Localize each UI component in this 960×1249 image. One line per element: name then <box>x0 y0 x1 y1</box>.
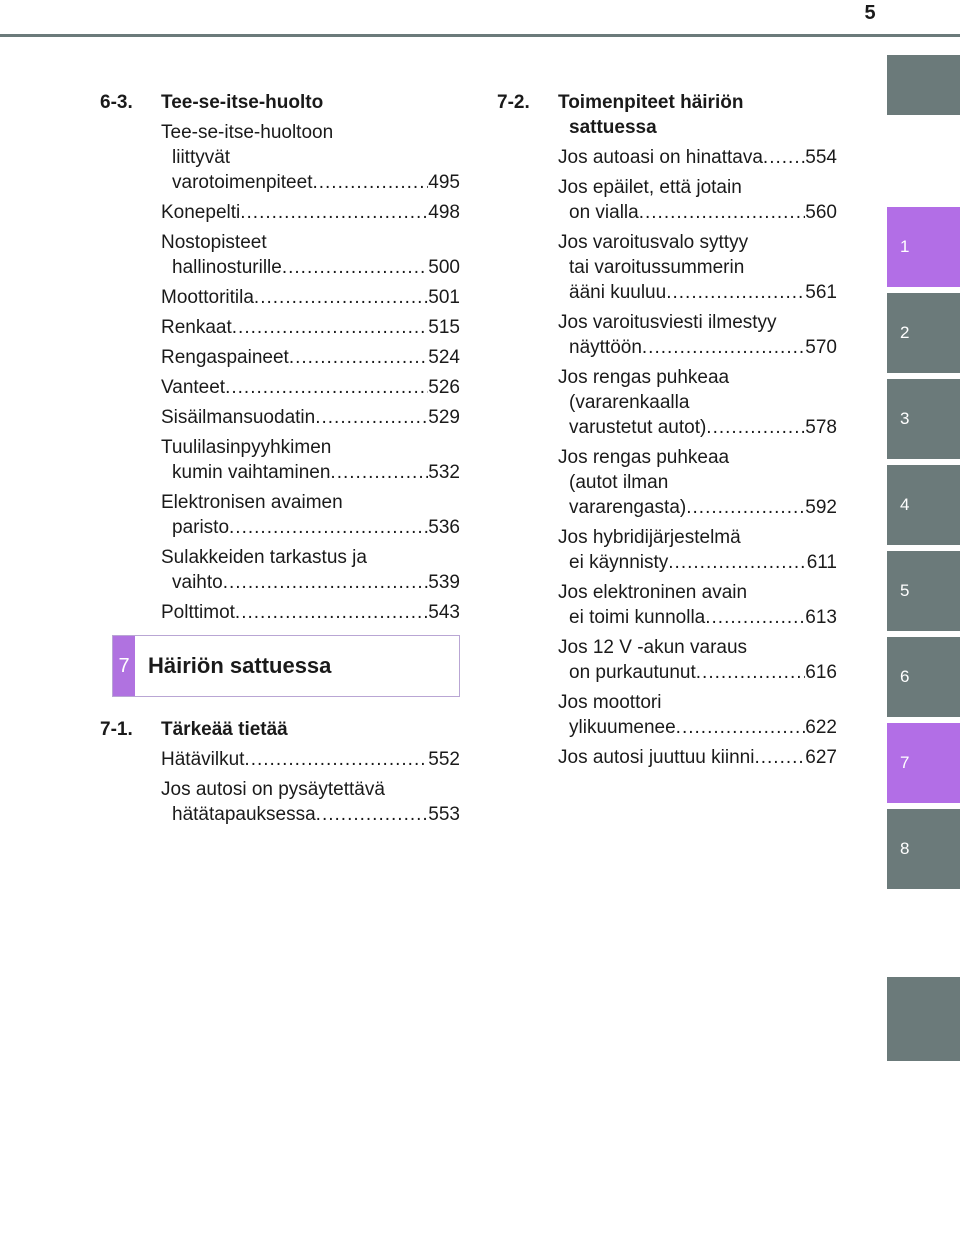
toc-entry-line <box>558 580 837 605</box>
toc-entry[interactable] <box>161 285 460 310</box>
dot-leader <box>254 285 428 310</box>
toc-entry-text: Tee-se-itse-huoltoon <box>161 122 334 143</box>
toc-entry[interactable] <box>161 545 460 595</box>
toc-entry-text: Jos hybridijärjestelmä <box>558 527 741 548</box>
toc-entry-text: ei toimi kunnolla <box>569 607 706 628</box>
toc-page-number: 560 <box>805 202 837 223</box>
toc-entry-line <box>161 747 460 772</box>
chapter-tab-4[interactable] <box>887 465 960 545</box>
dot-leader <box>232 315 429 340</box>
page-number: 5 <box>864 2 876 24</box>
toc-page-number: 554 <box>805 147 837 168</box>
chapter-tab-label: 3 <box>900 409 910 428</box>
chapter-banner-title: Häiriön sattuessa <box>148 653 332 678</box>
toc-entry[interactable] <box>161 600 460 625</box>
toc-entry-text: varustetut autot) <box>569 417 707 438</box>
toc-page-number: 524 <box>428 347 460 368</box>
toc-entry-line <box>558 335 837 360</box>
toc-entry-text: Polttimot <box>161 602 235 623</box>
toc-page-number: 532 <box>428 462 460 483</box>
toc-entry[interactable] <box>558 635 837 685</box>
top-rule <box>0 34 960 37</box>
toc-entry-line <box>558 200 837 225</box>
toc-page-number: 526 <box>428 377 460 398</box>
toc-entry-text: hätätapauksessa <box>172 804 316 825</box>
toc-entry-line <box>161 600 460 625</box>
toc-entry-line <box>558 415 837 440</box>
dot-leader <box>282 255 428 280</box>
toc-entry-text: Sulakkeiden tarkastus ja <box>161 547 367 568</box>
toc-entry-text: ylikuumenee <box>569 717 676 738</box>
toc-entry-line <box>161 460 460 485</box>
chapter-tab-blank[interactable] <box>887 55 960 115</box>
toc-entry-text: vaihto <box>172 572 223 593</box>
toc-entry-line <box>558 525 837 550</box>
toc-entry-line <box>161 315 460 340</box>
dot-leader <box>706 415 805 440</box>
toc-entry-line <box>558 690 837 715</box>
toc-entry[interactable] <box>558 445 837 520</box>
toc-entry-line <box>161 200 460 225</box>
toc-entry-text: Jos varoitusviesti ilmestyy <box>558 312 777 333</box>
toc-entry-line <box>558 550 837 575</box>
section-title: Tee-se-itse-huolto <box>161 92 324 113</box>
dot-leader <box>763 145 805 170</box>
toc-entry-line <box>558 310 837 335</box>
toc-entry-text: Nostopisteet <box>161 232 267 253</box>
dot-leader <box>312 170 428 195</box>
toc-entry-text: on purkautunut <box>569 662 696 683</box>
toc-entry-text: Jos autosi juuttuu kiinni <box>558 747 755 768</box>
toc-entry-line <box>558 715 837 740</box>
toc-page-number: 501 <box>428 287 460 308</box>
toc-entry-line <box>558 495 837 520</box>
toc-entry-line <box>558 365 837 390</box>
toc-entry[interactable] <box>558 145 837 170</box>
chapter-tab-label: 8 <box>900 839 910 858</box>
toc-entry-line <box>161 405 460 430</box>
toc-page-number: 561 <box>805 282 837 303</box>
toc-entry[interactable] <box>161 315 460 340</box>
dot-leader <box>668 550 806 575</box>
chapter-banner-number: 7 <box>113 636 135 696</box>
toc-page-number: 536 <box>428 517 460 538</box>
toc-entry-text: vararengasta) <box>569 497 687 518</box>
toc-entry-text: Jos rengas puhkeaa <box>558 447 730 468</box>
toc-page-number: 495 <box>428 172 460 193</box>
toc-entry[interactable] <box>161 230 460 280</box>
toc-entry-line <box>161 570 460 595</box>
toc-entry-line <box>161 345 460 370</box>
toc-entry-line <box>558 635 837 660</box>
section-title-line-1: Toimenpiteet häiriön <box>558 92 744 113</box>
section-title-line-2: sattuessa <box>569 117 657 138</box>
toc-entry-text: liittyvät <box>172 147 231 168</box>
toc-entry[interactable] <box>558 525 837 575</box>
toc-entry-line <box>558 255 837 280</box>
dot-leader <box>316 802 429 827</box>
toc-list-7-2 <box>497 145 837 770</box>
toc-page-number: 592 <box>805 497 837 518</box>
chapter-tab-label: 4 <box>900 495 910 514</box>
dot-leader <box>686 495 805 520</box>
toc-entry[interactable] <box>558 310 837 360</box>
chapter-tab-label: 2 <box>900 323 910 342</box>
toc-page-number: 552 <box>428 749 460 770</box>
chapter-tab-2[interactable] <box>887 293 960 373</box>
toc-entry-text: Tuulilasinpyyhkimen <box>161 437 332 458</box>
toc-entry-line <box>558 230 837 255</box>
toc-entry-text: Rengaspaineet <box>161 347 289 368</box>
chapter-tab-label: 5 <box>900 581 910 600</box>
toc-entry-text: Jos autosi on pysäytettävä <box>161 779 385 800</box>
dot-leader <box>240 200 428 225</box>
toc-page-number: 543 <box>428 602 460 623</box>
left-column <box>100 90 460 832</box>
toc-entry-line <box>161 145 460 170</box>
chapter-tab-label: 7 <box>900 753 910 772</box>
section-heading-7-2 <box>497 90 837 140</box>
toc-entry[interactable] <box>161 747 460 772</box>
dot-leader <box>235 600 428 625</box>
toc-entry[interactable] <box>161 375 460 400</box>
toc-entry-text: varotoimenpiteet <box>172 172 313 193</box>
right-column <box>497 90 837 775</box>
toc-page-number: 611 <box>806 552 837 573</box>
toc-entry-text: Jos varoitusvalo syttyy <box>558 232 749 253</box>
section-title: Tärkeää tietää <box>161 719 288 740</box>
toc-entry[interactable] <box>558 690 837 740</box>
toc-entry-line <box>558 280 837 305</box>
chapter-tab-8[interactable] <box>887 809 960 889</box>
chapter-banner <box>112 635 460 697</box>
chapter-tab-3[interactable] <box>887 379 960 459</box>
toc-page-number: 498 <box>428 202 460 223</box>
dot-leader <box>289 345 428 370</box>
toc-entry[interactable] <box>161 405 460 430</box>
toc-entry-line <box>558 660 837 685</box>
dot-leader <box>229 515 428 540</box>
toc-entry[interactable] <box>161 435 460 485</box>
dot-leader <box>330 460 428 485</box>
toc-page-number: 627 <box>805 747 837 768</box>
toc-entry-text: hallinosturille <box>172 257 282 278</box>
dot-leader <box>315 405 428 430</box>
chapter-tab-5[interactable] <box>887 551 960 631</box>
dot-leader <box>642 335 805 360</box>
toc-page-number: 616 <box>805 662 837 683</box>
toc-entry[interactable] <box>161 777 460 827</box>
toc-entry[interactable] <box>161 490 460 540</box>
toc-list-6-3 <box>100 120 460 625</box>
toc-entry-text: Jos autoasi on hinattava <box>558 147 763 168</box>
toc-entry-line <box>558 390 837 415</box>
toc-entry-text: ääni kuuluu <box>569 282 667 303</box>
toc-entry-line <box>161 490 460 515</box>
section-number: 7-1. <box>100 719 133 740</box>
toc-page-number: 570 <box>805 337 837 358</box>
toc-entry-text: kumin vaihtaminen <box>172 462 331 483</box>
toc-entry[interactable] <box>558 365 837 440</box>
section-number: 7-2. <box>497 92 530 113</box>
chapter-tab-6[interactable] <box>887 637 960 717</box>
chapter-tab-7[interactable] <box>887 723 960 803</box>
dot-leader <box>705 605 805 630</box>
toc-entry-line <box>161 120 460 145</box>
toc-entry-line <box>558 470 837 495</box>
toc-entry-line <box>161 435 460 460</box>
toc-entry-line <box>161 285 460 310</box>
toc-entry-line <box>161 777 460 802</box>
dot-leader <box>223 570 429 595</box>
toc-entry-line <box>161 230 460 255</box>
chapter-tab-label: 6 <box>900 667 910 686</box>
toc-list-7-1 <box>100 747 460 827</box>
section-number: 6-3. <box>100 92 133 113</box>
toc-entry-line <box>558 145 837 170</box>
section-title <box>558 90 837 140</box>
dot-leader <box>666 280 805 305</box>
toc-page-number: 613 <box>805 607 837 628</box>
toc-entry-line <box>558 445 837 470</box>
dot-leader <box>639 200 806 225</box>
toc-page-number: 515 <box>428 317 460 338</box>
dot-leader <box>225 375 428 400</box>
toc-entry-text: on vialla <box>569 202 639 223</box>
toc-entry-text: Jos elektroninen avain <box>558 582 748 603</box>
toc-entry-text: Konepelti <box>161 202 241 223</box>
toc-entry-text: Sisäilmansuodatin <box>161 407 316 428</box>
toc-entry[interactable] <box>161 345 460 370</box>
toc-entry-text: Elektronisen avaimen <box>161 492 343 513</box>
toc-entry-text: ei käynnisty <box>569 552 669 573</box>
toc-entry-text: Jos epäilet, että jotain <box>558 177 742 198</box>
dot-leader <box>696 660 806 685</box>
toc-entry-text: Renkaat <box>161 317 232 338</box>
toc-entry[interactable] <box>558 580 837 630</box>
chapter-tab-blank[interactable] <box>887 1024 960 1061</box>
toc-entry-text: Vanteet <box>161 377 226 398</box>
toc-entry-text: Jos 12 V -akun varaus <box>558 637 748 658</box>
toc-entry-line <box>161 802 460 827</box>
toc-page-number: 553 <box>428 804 460 825</box>
toc-entry-line <box>161 545 460 570</box>
toc-entry-line <box>161 255 460 280</box>
toc-entry-text: Jos rengas puhkeaa <box>558 367 730 388</box>
section-heading-6-3 <box>100 90 460 115</box>
dot-leader <box>676 715 806 740</box>
toc-entry-line <box>558 605 837 630</box>
dot-leader <box>244 747 428 772</box>
toc-entry-line <box>161 375 460 400</box>
section-heading-7-1 <box>100 717 460 742</box>
toc-entry-text: (vararenkaalla <box>569 392 690 413</box>
toc-page-number: 500 <box>428 257 460 278</box>
toc-entry-text: näyttöön <box>569 337 642 358</box>
toc-entry-line <box>161 515 460 540</box>
toc-page-number: 539 <box>428 572 460 593</box>
toc-entry-line <box>558 745 837 770</box>
toc-entry-text: Hätävilkut <box>161 749 245 770</box>
toc-entry[interactable] <box>558 230 837 305</box>
toc-entry[interactable] <box>161 120 460 195</box>
chapter-tab-label: 1 <box>900 237 910 256</box>
toc-entry-text: (autot ilman <box>569 472 669 493</box>
chapter-tab-1[interactable] <box>887 207 960 287</box>
toc-page-number: 529 <box>428 407 460 428</box>
toc-entry-text: Jos moottori <box>558 692 662 713</box>
toc-entry-line <box>161 170 460 195</box>
toc-entry-text: Moottoritila <box>161 287 254 308</box>
toc-entry[interactable] <box>161 200 460 225</box>
dot-leader <box>754 745 805 770</box>
toc-entry-text: tai varoitussummerin <box>569 257 745 278</box>
toc-entry[interactable] <box>558 175 837 225</box>
toc-entry-text: paristo <box>172 517 230 538</box>
toc-page-number: 622 <box>805 717 837 738</box>
toc-entry-line <box>558 175 837 200</box>
toc-page-number: 578 <box>805 417 837 438</box>
toc-entry[interactable] <box>558 745 837 770</box>
